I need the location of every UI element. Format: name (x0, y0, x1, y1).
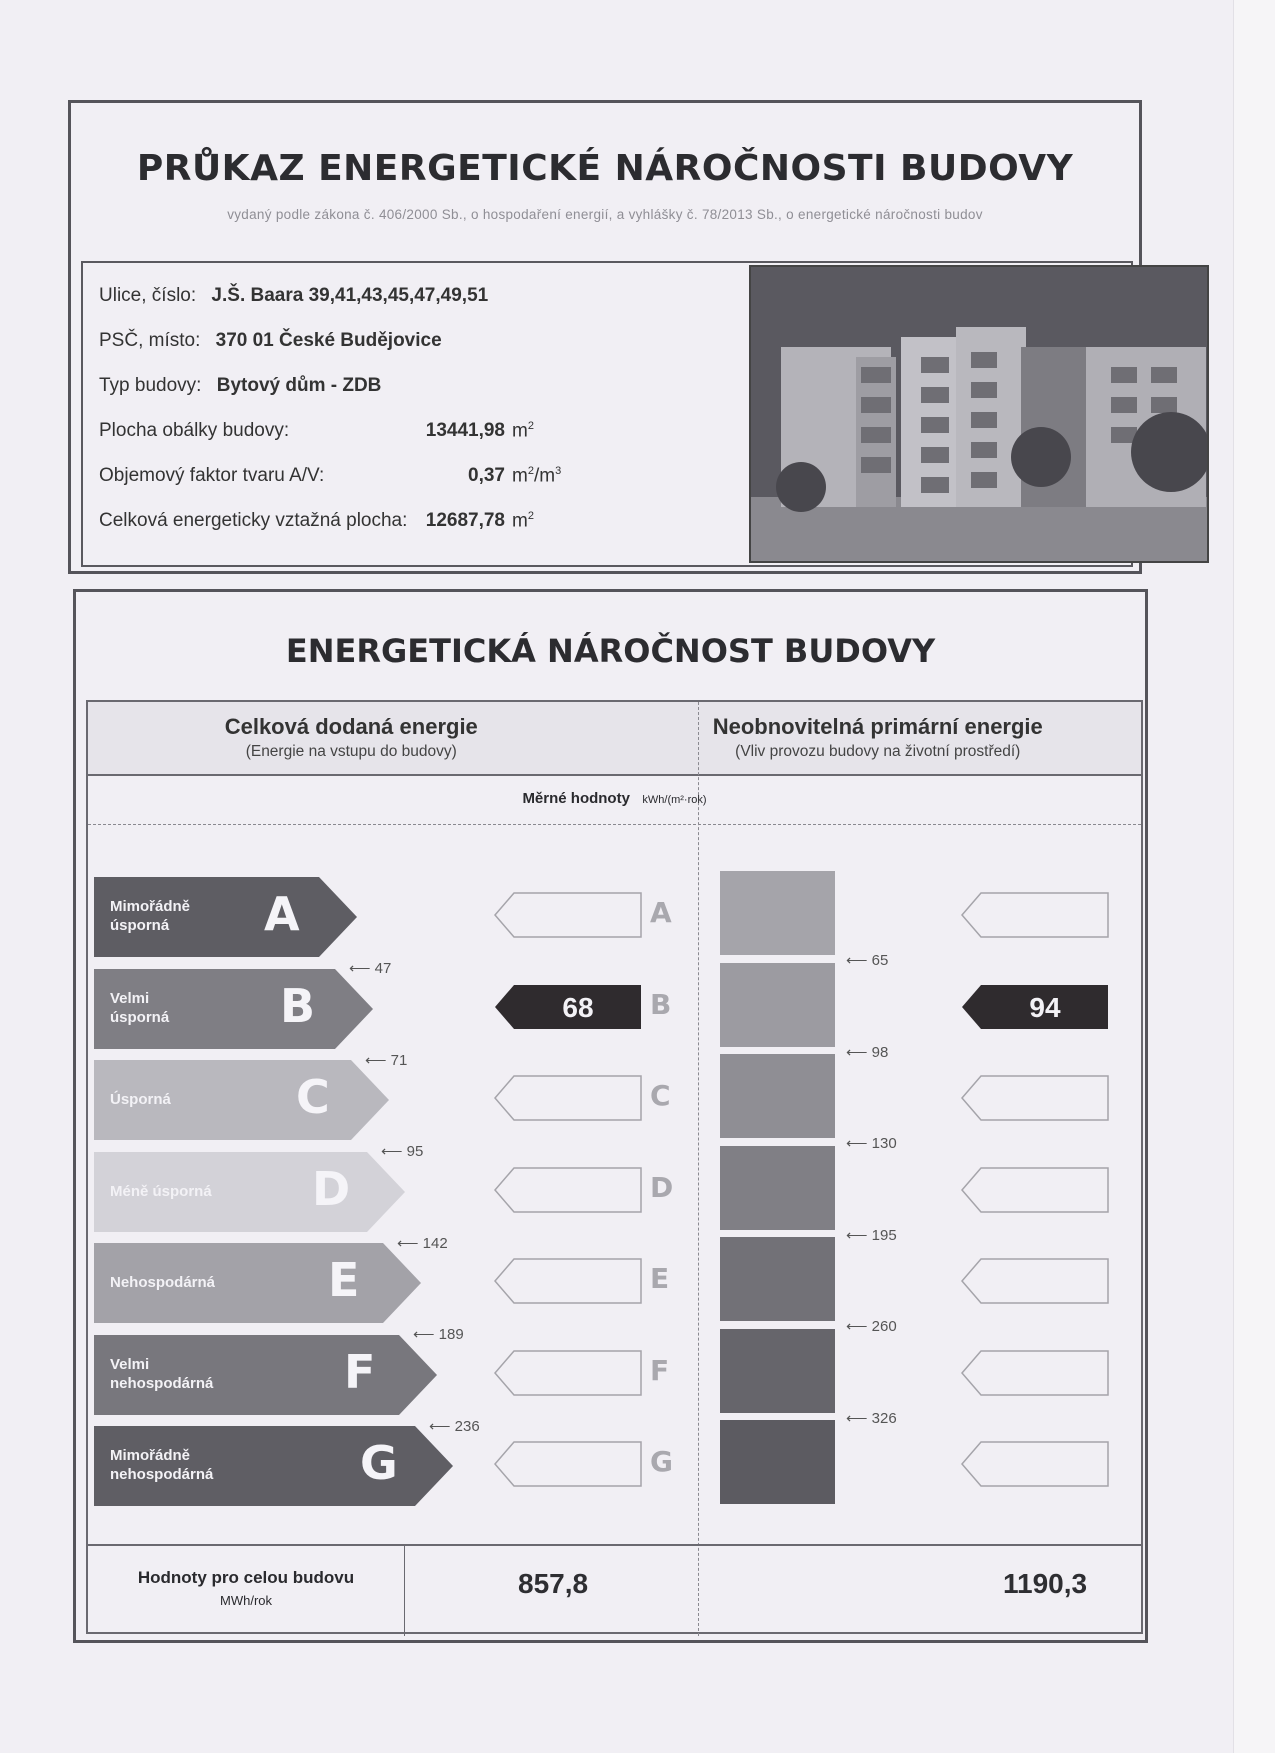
indicator-shape (961, 892, 1109, 938)
indicator-shape (494, 892, 642, 938)
shape-factor-label: Objemový faktor tvaru A/V: (99, 465, 325, 486)
primary-class-bar-g (720, 1420, 835, 1504)
building-photo-illustration (751, 267, 1207, 561)
indicator-shape (494, 1350, 642, 1396)
delivered-rating-value: 68 (562, 991, 594, 1023)
reference-area-row (99, 510, 659, 555)
delivered-slot-d (494, 1167, 642, 1213)
whole-building-label: Hodnoty pro celou budovu (137, 1568, 355, 1587)
whole-building-unit: MWh/rok (220, 1593, 272, 1608)
primary-energy-subtitle: (Vliv provozu budovy na životní prostředí) (735, 743, 1021, 760)
primary-threshold: ⟵ 98 (846, 1043, 889, 1061)
class-label-line1-a: Mimořádně (110, 898, 191, 915)
city-label: PSČ, místo: (99, 330, 201, 351)
class-arrow-c (94, 1060, 391, 1140)
energy-rating-table (86, 700, 1143, 1634)
primary-slot-c (961, 1075, 1109, 1121)
delivered-slot-e (494, 1258, 642, 1304)
class-label-f (110, 1355, 213, 1393)
class-label-line1-c: Úsporná (110, 1091, 171, 1108)
delivered-slot-c (494, 1075, 642, 1121)
indicator-shape (961, 1167, 1109, 1213)
shape-factor-value: 0,37 (468, 465, 505, 486)
class-arrow-d (94, 1152, 407, 1232)
class-label-g (110, 1446, 213, 1484)
class-label-c (110, 1090, 171, 1109)
whole-building-row (88, 1544, 1141, 1636)
delivered-energy-total: 857,8 (518, 1568, 589, 1599)
class-letter-d: D (312, 1161, 351, 1216)
primary-rating-indicator (961, 984, 1109, 1030)
class-label-b (110, 989, 169, 1027)
indicator-shape (961, 1441, 1109, 1487)
specific-values-units: kWh/(m²·rok) (642, 794, 707, 806)
primary-slot-d (961, 1167, 1109, 1213)
primary-slot-e (961, 1258, 1109, 1304)
class-arrow-f (94, 1335, 439, 1415)
class-label-line1-f: Velmi (110, 1355, 150, 1373)
delivered-threshold: ⟵ 47 (349, 960, 392, 977)
indicator-shape (494, 1167, 642, 1213)
class-label-line1-b: Velmi (110, 989, 150, 1007)
primary-slot-f (961, 1350, 1109, 1396)
class-label-line2-a: úsporná (110, 917, 170, 934)
certificate-header-box (68, 100, 1142, 574)
indicator-shape (494, 1075, 642, 1121)
primary-slot-g (961, 1441, 1109, 1487)
delivered-slot-letter-b: B (650, 987, 672, 1021)
document-subtitle: vydaný podle zákona č. 406/2000 Sb., o hospodaření energií, a vyhlášky č. 78/2013 Sb., o energetické náročnosti budov (227, 207, 983, 222)
envelope-area-value: 13441,98 (425, 420, 505, 441)
class-label-a (110, 897, 190, 935)
delivered-threshold: ⟵ 71 (365, 1051, 408, 1069)
class-arrow-g (94, 1426, 455, 1506)
building-type-row (99, 375, 659, 420)
primary-class-bar-e (720, 1237, 835, 1321)
class-label-line2-g: nehospodárná (110, 1466, 214, 1483)
delivered-threshold: ⟵ 189 (413, 1326, 464, 1343)
primary-threshold: ⟵ 130 (846, 1135, 897, 1152)
shape-factor-row (99, 465, 659, 510)
energy-class-scale (88, 702, 1141, 1544)
class-label-line2-f: nehospodárná (110, 1374, 214, 1392)
primary-class-bar-d (720, 1146, 835, 1230)
class-letter-c: C (296, 1070, 330, 1124)
building-type-label: Typ budovy: (99, 375, 202, 396)
building-info-box (81, 261, 1133, 567)
indicator-shape (961, 1258, 1109, 1304)
delivered-threshold: ⟵ 236 (429, 1417, 480, 1435)
class-label-line1-e: Nehospodárná (110, 1274, 216, 1291)
envelope-area-label: Plocha obálky budovy: (99, 420, 290, 441)
street-row (99, 285, 659, 330)
building-info-list (99, 285, 659, 555)
indicator-shape (961, 1350, 1109, 1396)
indicator-shape (494, 1258, 642, 1304)
class-label-e (110, 1273, 215, 1292)
reference-area-label: Celková energeticky vztažná plocha: (99, 510, 408, 531)
delivered-slot-letter-f: F (650, 1353, 670, 1387)
energy-performance-box (73, 589, 1148, 1643)
indicator-shape (961, 1075, 1109, 1121)
class-letter-a: A (264, 887, 300, 941)
class-label-d (110, 1182, 212, 1201)
reference-area-unit: $m^2$ (512, 510, 534, 532)
delivered-threshold: ⟵ 95 (381, 1143, 424, 1160)
class-label-line1-g: Mimořádně (110, 1447, 191, 1464)
building-photo (749, 265, 1209, 563)
primary-rating-value: 94 (1029, 991, 1061, 1023)
primary-energy-total: 1190,3 (1003, 1568, 1088, 1599)
delivered-slot-letter-g: G (650, 1445, 673, 1478)
primary-threshold: ⟵ 65 (846, 952, 889, 969)
delivered-slot-letter-c: C (650, 1079, 671, 1112)
whole-building-label-cell (88, 1546, 405, 1636)
delivered-slot-letter-e: E (650, 1262, 670, 1295)
primary-energy-title: Neobnovitelná primární energie (712, 714, 1043, 739)
reference-area-value: 12687,78 (425, 510, 505, 531)
city-value: 370 01 České Budějovice (215, 330, 442, 351)
envelope-area-row (99, 420, 659, 465)
delivered-threshold: ⟵ 142 (397, 1234, 448, 1252)
primary-class-bar-f (720, 1329, 835, 1413)
delivered-rating-indicator (494, 984, 642, 1030)
primary-threshold: ⟵ 195 (846, 1226, 897, 1244)
class-label-line1-d: Méně úsporná (110, 1182, 212, 1200)
primary-threshold: ⟵ 260 (846, 1318, 897, 1335)
class-arrow-a (94, 877, 359, 957)
delivered-slot-letter-d: D (650, 1170, 674, 1204)
class-label-line2-b: úsporná (110, 1008, 170, 1026)
class-arrow-b (94, 969, 375, 1049)
primary-class-bar-c (720, 1054, 835, 1138)
indicator-shape (494, 1441, 642, 1487)
envelope-area-unit: $m^2$ (512, 420, 534, 442)
energy-section-title: ENERGETICKÁ NÁROČNOST BUDOVY (285, 632, 936, 670)
class-arrow-e (94, 1243, 423, 1323)
class-letter-f: F (344, 1344, 376, 1399)
delivered-slot-f (494, 1350, 642, 1396)
primary-class-bar-b (720, 963, 835, 1047)
primary-class-bar-a (720, 871, 835, 955)
primary-threshold: ⟵ 326 (846, 1409, 897, 1427)
page-edge (1233, 0, 1275, 1753)
delivered-slot-letter-a: A (650, 896, 672, 929)
delivered-energy-title: Celková dodaná energie (224, 714, 478, 739)
document-title: PRŮKAZ ENERGETICKÉ NÁROČNOSTI BUDOVY (136, 148, 1074, 189)
delivered-slot-g (494, 1441, 642, 1487)
street-label: Ulice, číslo: (99, 285, 197, 306)
shape-factor-unit: $m^2/m^3$ (512, 465, 562, 487)
specific-values-label: Měrné hodnoty (522, 790, 630, 807)
class-letter-g: G (360, 1436, 398, 1490)
class-letter-b: B (280, 978, 316, 1033)
street-value: J.Š. Baara 39,41,43,45,47,49,51 (211, 285, 489, 306)
class-letter-e: E (328, 1253, 360, 1307)
building-type-value: Bytový dům - ZDB (216, 375, 382, 396)
primary-slot-a (961, 892, 1109, 938)
delivered-energy-subtitle: (Energie na vstupu do budovy) (245, 743, 457, 760)
city-row (99, 330, 659, 375)
delivered-slot-a (494, 892, 642, 938)
